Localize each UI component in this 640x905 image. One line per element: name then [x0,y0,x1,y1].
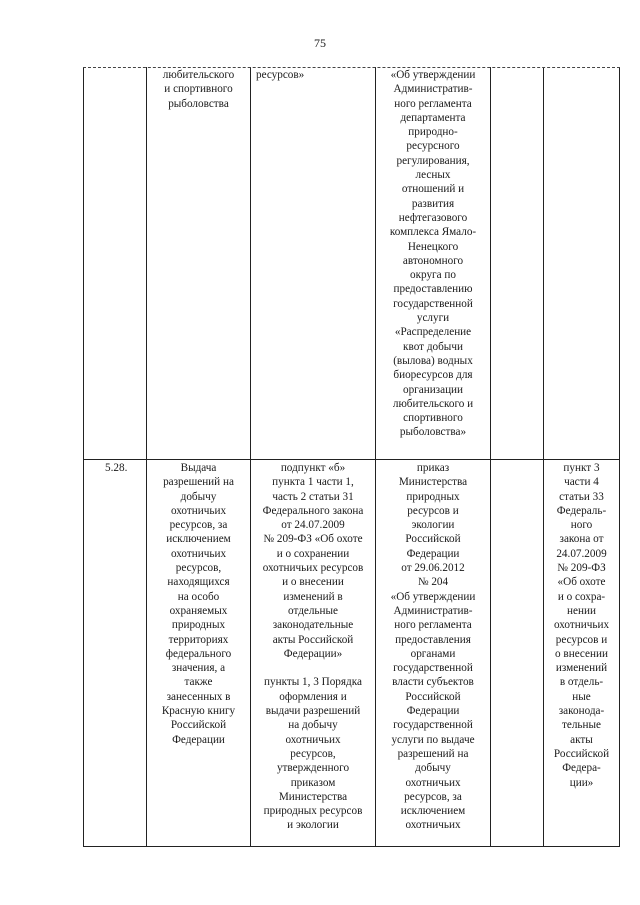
cell-federal-law-reference: пункт 3 части 4 статьи 33 Федераль- ного закона от 24.07.2009 № 209-ФЗ «Об охоте и о сохра- нении охотничьих ресурсов и о внесении изменений в отдель- ные законода- тельные акты Российской Федера- ции» [553,462,610,789]
table-border-left [83,67,84,847]
cell-continuation-name: любительского и спортивного рыболовства [162,69,235,110]
cell-administrative-regulation: приказ Министерства природных ресурсов и экологии Российской Федерации от 29.06.2012 № 204 «Об утверждении Административ- ного регламента предоставления органами государственной власти субъектов Российской Федерации государственной услуги по выдаче разрешений на добычу охотничьих ресурсов, за исключением охотничьих [390,462,476,832]
document-table [83,67,620,847]
table-border-right [619,67,620,847]
table-bottom-border [83,846,620,847]
column-divider-4 [490,67,491,847]
cell-row-number: 5.28. [105,462,128,474]
cell-legal-basis: подпункт «б» пункта 1 части 1, часть 2 статьи 31 Федерального закона от 24.07.2009 № 209-ФЗ «Об охоте и о сохранении охотничьих ресурсов и о внесении изменений в отдельные законодательные акты Российской Федерации» пункты 1, 3 Порядка оформления и выдачи разрешений на добычу охотничьих ресурсов, утвержденного приказом Министерства природных ресурсов и экологии [262,462,364,832]
row-divider [83,459,620,460]
cell-continuation-basis: ресурсов» [256,69,305,81]
cell-service-name: Выдача разрешений на добычу охотничьих ресурсов, за исключением охотничьих ресурсов, находящихся на особо охраняемых природных территориях федерального значения, а также занесенных в Красную книгу Российской Федерации [161,462,236,746]
page-number: 75 [314,36,326,50]
cell-continuation-regulation: «Об утверждении Административ- ного регламента департамента природно- ресурсного регулирования, лесных отношений и развития нефтегазового комплекса Ямало- Ненецкого автономного округа по предоставлению государственной услуги «Распределение квот добычи (вылова) водных биоресурсов для организации любительского и спортивного рыболовства» [389,69,477,439]
